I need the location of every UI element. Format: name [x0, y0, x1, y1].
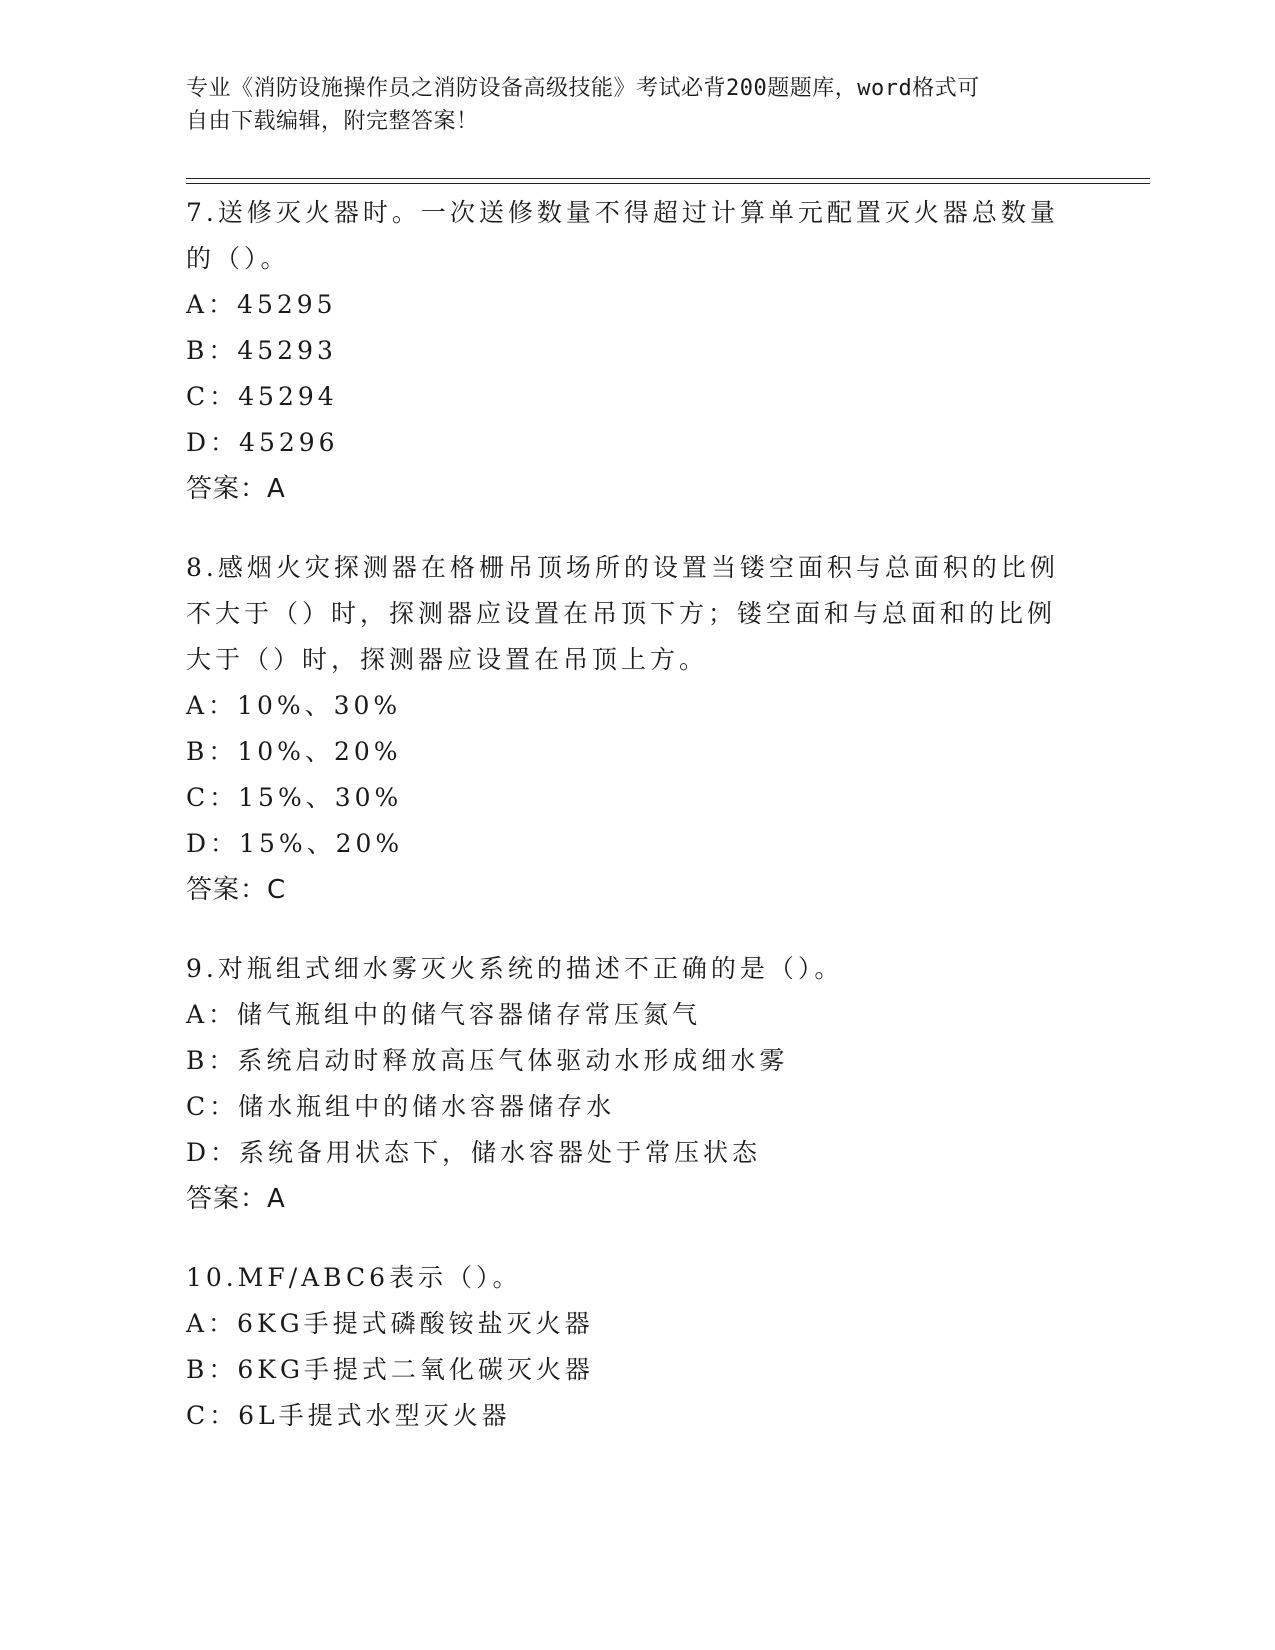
question-stem: 10.MF/ABC6表示（）。 [186, 1263, 522, 1292]
option-a: A：储气瓶组中的储气容器储存常压氮气 [186, 1000, 702, 1029]
question-stem: 8.感烟火灾探测器在格栅吊顶场所的设置当镂空面积与总面积的比例 [186, 553, 1059, 582]
question-stem: 不大于（）时，探测器应设置在吊顶下方；镂空面和与总面和的比例 [186, 599, 1057, 628]
option-c: C：45294 [186, 382, 338, 411]
option-a: A：45295 [186, 290, 337, 319]
header-line-1: 专业《消防设施操作员之消防设备高级技能》考试必背200题题库，word格式可 [186, 76, 980, 101]
question-10 [186, 1255, 1086, 1439]
option-b: B：45293 [186, 336, 337, 365]
header-rule-bottom [186, 183, 1150, 184]
question-stem: 9.对瓶组式细水雾灭火系统的描述不正确的是（）。 [186, 954, 844, 983]
question-7 [186, 190, 1086, 512]
option-d: D：系统备用状态下，储水容器处于常压状态 [186, 1138, 762, 1167]
option-d: D：45296 [186, 428, 339, 457]
question-9 [186, 946, 1086, 1222]
answer-label: 答案：C [186, 875, 287, 905]
question-stem: 大于（）时，探测器应设置在吊顶上方。 [186, 645, 709, 674]
option-c: C：储水瓶组中的储水容器储存水 [186, 1092, 616, 1121]
header-line-2: 自由下载编辑，附完整答案！ [186, 109, 479, 134]
document-header [186, 72, 1086, 138]
header-rule-top [186, 178, 1150, 179]
option-c: C：6L手提式水型灭火器 [186, 1401, 511, 1430]
option-b: B：6KG手提式二氧化碳灭火器 [186, 1355, 594, 1384]
option-b: B：系统启动时释放高压气体驱动水形成细水雾 [186, 1046, 789, 1075]
option-d: D：15%、20% [186, 829, 404, 858]
question-list [186, 190, 1086, 1472]
option-a: A：10%、30% [186, 691, 402, 720]
option-c: C：15%、30% [186, 783, 403, 812]
question-8 [186, 545, 1086, 913]
question-stem: 的（）。 [186, 244, 290, 273]
answer-label: 答案：A [186, 1184, 286, 1214]
answer-label: 答案：A [186, 474, 286, 504]
option-a: A：6KG手提式磷酸铵盐灭火器 [186, 1309, 594, 1338]
option-b: B：10%、20% [186, 737, 402, 766]
question-stem: 7.送修灭火器时。一次送修数量不得超过计算单元配置灭火器总数量 [186, 198, 1059, 227]
